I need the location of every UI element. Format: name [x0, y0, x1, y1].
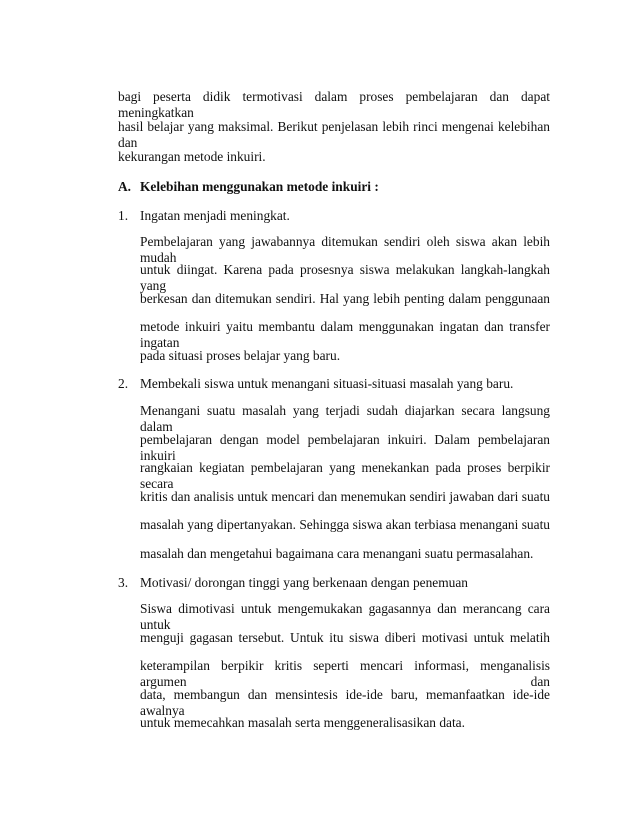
item-heading: Membekali siswa untuk menangani situasi-situasi masalah yang baru. — [140, 376, 514, 391]
item-body-line: masalah dan mengetahui bagaimana cara menangani suatu permasalahan. — [140, 546, 534, 561]
item-number: 1. — [118, 208, 129, 223]
item-body-line: berkesan dan ditemukan sendiri. Hal yang lebih penting dalam penggunaan — [140, 291, 550, 306]
item-body-line: Menangani suatu masalah yang terjadi sudah diajarkan secara langsung dalam — [140, 403, 550, 434]
item-body-line: data, membangun dan mensintesis ide-ide baru, memanfaatkan ide-ide awalnya — [140, 687, 550, 718]
item-body-line: untuk diingat. Karena pada prosesnya siswa melakukan langkah-langkah yang — [140, 262, 550, 293]
item-body-line: Siswa dimotivasi untuk mengemukakan gagasannya dan merancang cara untuk — [140, 601, 550, 632]
item-body-line: masalah yang dipertanyakan. Sehingga siswa akan terbiasa menangani suatu — [140, 517, 550, 532]
section-marker: A. — [118, 179, 132, 194]
item-heading: Ingatan menjadi meningkat. — [140, 208, 290, 223]
item-body-line: untuk memecahkan masalah serta menggeneralisasikan data. — [140, 715, 465, 730]
item-body-line: menguji gagasan tersebut. Untuk itu siswa diberi motivasi untuk melatih — [140, 630, 550, 645]
item-body-line: keterampilan berpikir kritis seperti mencari informasi, menganalisis argumen dan — [140, 658, 550, 689]
section-title: Kelebihan menggunakan metode inkuiri : — [140, 179, 379, 194]
item-body-line: pembelajaran dengan model pembelajaran inkuiri. Dalam pembelajaran inkuiri — [140, 432, 550, 463]
item-body-line: rangkaian kegiatan pembelajaran yang menekankan pada proses berpikir secara — [140, 460, 550, 491]
item-body-line: pada situasi proses belajar yang baru. — [140, 348, 341, 363]
item-body-line: metode inkuiri yaitu membantu dalam menggunakan ingatan dan transfer ingatan — [140, 319, 550, 350]
item-body-line: Pembelajaran yang jawabannya ditemukan sendiri oleh siswa akan lebih mudah — [140, 234, 550, 265]
item-number: 3. — [118, 575, 129, 590]
item-number: 2. — [118, 376, 129, 391]
intro-line: hasil belajar yang maksimal. Berikut penjelasan lebih rinci mengenai kelebihan dan — [118, 119, 550, 150]
item-heading: Motivasi/ dorongan tinggi yang berkenaan dengan penemuan — [140, 575, 468, 590]
item-body-line: kritis dan analisis untuk mencari dan menemukan sendiri jawaban dari suatu — [140, 489, 550, 504]
intro-line: kekurangan metode inkuiri. — [118, 149, 266, 164]
intro-line: bagi peserta didik termotivasi dalam proses pembelajaran dan dapat meningkatkan — [118, 89, 550, 120]
